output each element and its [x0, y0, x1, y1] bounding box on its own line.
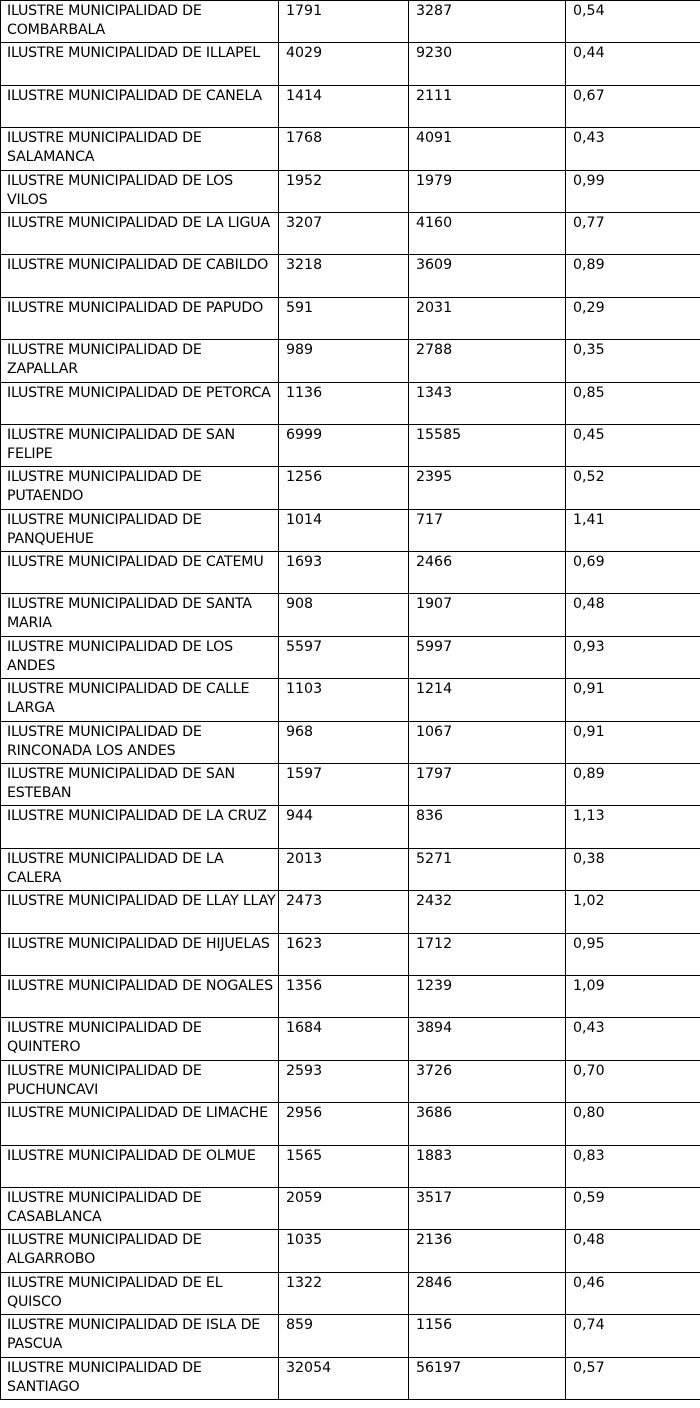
- value-a-cell: 1768: [279, 128, 409, 170]
- municipality-name-cell: ILUSTRE MUNICIPALIDAD DE PUCHUNCAVI: [1, 1060, 279, 1102]
- municipality-name-cell: ILUSTRE MUNICIPALIDAD DE SALAMANCA: [1, 128, 279, 170]
- value-a-cell: 1565: [279, 1145, 409, 1187]
- value-a-cell: 1791: [279, 1, 409, 43]
- ratio-cell: 0,89: [566, 764, 700, 806]
- value-b-cell: 3686: [409, 1103, 566, 1145]
- ratio-cell: 0,52: [566, 467, 700, 509]
- municipality-name-cell: ILUSTRE MUNICIPALIDAD DE PETORCA: [1, 382, 279, 424]
- value-a-cell: 3207: [279, 212, 409, 254]
- municipality-name-cell: ILUSTRE MUNICIPALIDAD DE RINCONADA LOS ANDES: [1, 721, 279, 763]
- municipality-name-cell: ILUSTRE MUNICIPALIDAD DE SAN ESTEBAN: [1, 764, 279, 806]
- table-row: [1, 509, 700, 551]
- table-row: [1, 1060, 700, 1102]
- value-b-cell: 1239: [409, 975, 566, 1017]
- value-a-cell: 2956: [279, 1103, 409, 1145]
- value-b-cell: 3517: [409, 1187, 566, 1229]
- value-b-cell: 836: [409, 806, 566, 848]
- ratio-cell: 1,02: [566, 891, 700, 933]
- value-a-cell: 6999: [279, 424, 409, 466]
- value-b-cell: 3726: [409, 1060, 566, 1102]
- ratio-cell: 0,70: [566, 1060, 700, 1102]
- municipality-name-cell: ILUSTRE MUNICIPALIDAD DE PAPUDO: [1, 297, 279, 339]
- ratio-cell: 0,91: [566, 721, 700, 763]
- municipality-name-cell: ILUSTRE MUNICIPALIDAD DE ISLA DE PASCUA: [1, 1315, 279, 1357]
- ratio-cell: 0,43: [566, 128, 700, 170]
- value-b-cell: 1797: [409, 764, 566, 806]
- table-row: [1, 1, 700, 43]
- municipality-name-cell: ILUSTRE MUNICIPALIDAD DE COMBARBALA: [1, 1, 279, 43]
- value-b-cell: 2432: [409, 891, 566, 933]
- table-row: [1, 297, 700, 339]
- value-b-cell: 1907: [409, 594, 566, 636]
- municipality-name-cell: ILUSTRE MUNICIPALIDAD DE ILLAPEL: [1, 43, 279, 85]
- value-b-cell: 4160: [409, 212, 566, 254]
- table-row: [1, 85, 700, 127]
- table-row: [1, 43, 700, 85]
- value-a-cell: 2593: [279, 1060, 409, 1102]
- municipality-name-cell: ILUSTRE MUNICIPALIDAD DE CABILDO: [1, 255, 279, 297]
- value-a-cell: 1952: [279, 170, 409, 212]
- municipality-name-cell: ILUSTRE MUNICIPALIDAD DE EL QUISCO: [1, 1272, 279, 1314]
- table-row: [1, 340, 700, 382]
- value-b-cell: 2395: [409, 467, 566, 509]
- ratio-cell: 0,46: [566, 1272, 700, 1314]
- value-a-cell: 1322: [279, 1272, 409, 1314]
- value-a-cell: 2013: [279, 848, 409, 890]
- municipality-name-cell: ILUSTRE MUNICIPALIDAD DE LA LIGUA: [1, 212, 279, 254]
- ratio-cell: 0,48: [566, 1230, 700, 1272]
- municipality-name-cell: ILUSTRE MUNICIPALIDAD DE LLAY LLAY: [1, 891, 279, 933]
- value-b-cell: 9230: [409, 43, 566, 85]
- table-body: [1, 1, 700, 1400]
- value-a-cell: 1035: [279, 1230, 409, 1272]
- municipality-name-cell: ILUSTRE MUNICIPALIDAD DE QUINTERO: [1, 1018, 279, 1060]
- table-row: [1, 1018, 700, 1060]
- municipality-name-cell: ILUSTRE MUNICIPALIDAD DE LIMACHE: [1, 1103, 279, 1145]
- value-a-cell: 859: [279, 1315, 409, 1357]
- value-a-cell: 908: [279, 594, 409, 636]
- table-row: [1, 594, 700, 636]
- value-b-cell: 2136: [409, 1230, 566, 1272]
- value-a-cell: 944: [279, 806, 409, 848]
- table-row: [1, 764, 700, 806]
- value-b-cell: 1343: [409, 382, 566, 424]
- value-b-cell: 1979: [409, 170, 566, 212]
- table-row: [1, 1145, 700, 1187]
- table-row: [1, 848, 700, 890]
- ratio-cell: 0,54: [566, 1, 700, 43]
- ratio-cell: 0,91: [566, 679, 700, 721]
- ratio-cell: 0,95: [566, 933, 700, 975]
- value-a-cell: 5597: [279, 636, 409, 678]
- value-b-cell: 2466: [409, 552, 566, 594]
- ratio-cell: 0,77: [566, 212, 700, 254]
- municipality-name-cell: ILUSTRE MUNICIPALIDAD DE CATEMU: [1, 552, 279, 594]
- value-b-cell: 2031: [409, 297, 566, 339]
- table-row: [1, 424, 700, 466]
- value-b-cell: 2846: [409, 1272, 566, 1314]
- municipality-name-cell: ILUSTRE MUNICIPALIDAD DE SANTIAGO: [1, 1357, 279, 1399]
- ratio-cell: 0,89: [566, 255, 700, 297]
- table-row: [1, 1230, 700, 1272]
- ratio-cell: 0,80: [566, 1103, 700, 1145]
- value-a-cell: 1414: [279, 85, 409, 127]
- value-a-cell: 1356: [279, 975, 409, 1017]
- value-a-cell: 32054: [279, 1357, 409, 1399]
- value-a-cell: 1597: [279, 764, 409, 806]
- ratio-cell: 0,93: [566, 636, 700, 678]
- municipality-name-cell: ILUSTRE MUNICIPALIDAD DE CASABLANCA: [1, 1187, 279, 1229]
- municipality-name-cell: ILUSTRE MUNICIPALIDAD DE LOS ANDES: [1, 636, 279, 678]
- ratio-cell: 0,67: [566, 85, 700, 127]
- municipality-name-cell: ILUSTRE MUNICIPALIDAD DE OLMUE: [1, 1145, 279, 1187]
- table-row: [1, 1187, 700, 1229]
- municipality-name-cell: ILUSTRE MUNICIPALIDAD DE SAN FELIPE: [1, 424, 279, 466]
- table-row: [1, 382, 700, 424]
- table-row: [1, 467, 700, 509]
- municipality-name-cell: ILUSTRE MUNICIPALIDAD DE ALGARROBO: [1, 1230, 279, 1272]
- value-b-cell: 1156: [409, 1315, 566, 1357]
- value-b-cell: 1712: [409, 933, 566, 975]
- value-b-cell: 15585: [409, 424, 566, 466]
- table-row: [1, 679, 700, 721]
- value-b-cell: 3609: [409, 255, 566, 297]
- ratio-cell: 0,57: [566, 1357, 700, 1399]
- value-b-cell: 5997: [409, 636, 566, 678]
- ratio-cell: 0,38: [566, 848, 700, 890]
- ratio-cell: 0,83: [566, 1145, 700, 1187]
- ratio-cell: 0,45: [566, 424, 700, 466]
- ratio-cell: 0,74: [566, 1315, 700, 1357]
- value-a-cell: 989: [279, 340, 409, 382]
- table-row: [1, 1103, 700, 1145]
- municipality-name-cell: ILUSTRE MUNICIPALIDAD DE CANELA: [1, 85, 279, 127]
- ratio-cell: 1,09: [566, 975, 700, 1017]
- value-a-cell: 1256: [279, 467, 409, 509]
- municipality-name-cell: ILUSTRE MUNICIPALIDAD DE SANTA MARIA: [1, 594, 279, 636]
- ratio-cell: 1,41: [566, 509, 700, 551]
- table-row: [1, 552, 700, 594]
- value-b-cell: 4091: [409, 128, 566, 170]
- ratio-cell: 0,48: [566, 594, 700, 636]
- value-a-cell: 2473: [279, 891, 409, 933]
- table-row: [1, 170, 700, 212]
- municipality-name-cell: ILUSTRE MUNICIPALIDAD DE LOS VILOS: [1, 170, 279, 212]
- value-b-cell: 1883: [409, 1145, 566, 1187]
- table-row: [1, 933, 700, 975]
- table-row: [1, 721, 700, 763]
- value-b-cell: 1214: [409, 679, 566, 721]
- value-a-cell: 591: [279, 297, 409, 339]
- value-b-cell: 3287: [409, 1, 566, 43]
- municipality-name-cell: ILUSTRE MUNICIPALIDAD DE PUTAENDO: [1, 467, 279, 509]
- ratio-cell: 0,59: [566, 1187, 700, 1229]
- municipality-name-cell: ILUSTRE MUNICIPALIDAD DE LA CRUZ: [1, 806, 279, 848]
- ratio-cell: 0,35: [566, 340, 700, 382]
- value-a-cell: 3218: [279, 255, 409, 297]
- ratio-cell: 0,43: [566, 1018, 700, 1060]
- value-b-cell: 56197: [409, 1357, 566, 1399]
- table-row: [1, 128, 700, 170]
- ratio-cell: 0,69: [566, 552, 700, 594]
- table-row: [1, 975, 700, 1017]
- value-a-cell: 1693: [279, 552, 409, 594]
- municipality-name-cell: ILUSTRE MUNICIPALIDAD DE CALLE LARGA: [1, 679, 279, 721]
- municipality-name-cell: ILUSTRE MUNICIPALIDAD DE ZAPALLAR: [1, 340, 279, 382]
- ratio-cell: 1,13: [566, 806, 700, 848]
- table-row: [1, 1357, 700, 1399]
- municipality-name-cell: ILUSTRE MUNICIPALIDAD DE HIJUELAS: [1, 933, 279, 975]
- municipality-name-cell: ILUSTRE MUNICIPALIDAD DE LA CALERA: [1, 848, 279, 890]
- ratio-cell: 0,44: [566, 43, 700, 85]
- value-b-cell: 2111: [409, 85, 566, 127]
- table-row: [1, 212, 700, 254]
- value-a-cell: 1684: [279, 1018, 409, 1060]
- value-b-cell: 717: [409, 509, 566, 551]
- value-b-cell: 1067: [409, 721, 566, 763]
- value-a-cell: 1623: [279, 933, 409, 975]
- table-row: [1, 636, 700, 678]
- table-row: [1, 806, 700, 848]
- value-a-cell: 1103: [279, 679, 409, 721]
- ratio-cell: 0,85: [566, 382, 700, 424]
- ratio-cell: 0,99: [566, 170, 700, 212]
- value-a-cell: 4029: [279, 43, 409, 85]
- value-b-cell: 5271: [409, 848, 566, 890]
- table-row: [1, 891, 700, 933]
- table-row: [1, 1272, 700, 1314]
- value-b-cell: 3894: [409, 1018, 566, 1060]
- value-a-cell: 2059: [279, 1187, 409, 1229]
- table-row: [1, 255, 700, 297]
- value-a-cell: 1136: [279, 382, 409, 424]
- municipality-name-cell: ILUSTRE MUNICIPALIDAD DE PANQUEHUE: [1, 509, 279, 551]
- municipality-name-cell: ILUSTRE MUNICIPALIDAD DE NOGALES: [1, 975, 279, 1017]
- value-a-cell: 1014: [279, 509, 409, 551]
- ratio-cell: 0,29: [566, 297, 700, 339]
- value-b-cell: 2788: [409, 340, 566, 382]
- value-a-cell: 968: [279, 721, 409, 763]
- table-row: [1, 1315, 700, 1357]
